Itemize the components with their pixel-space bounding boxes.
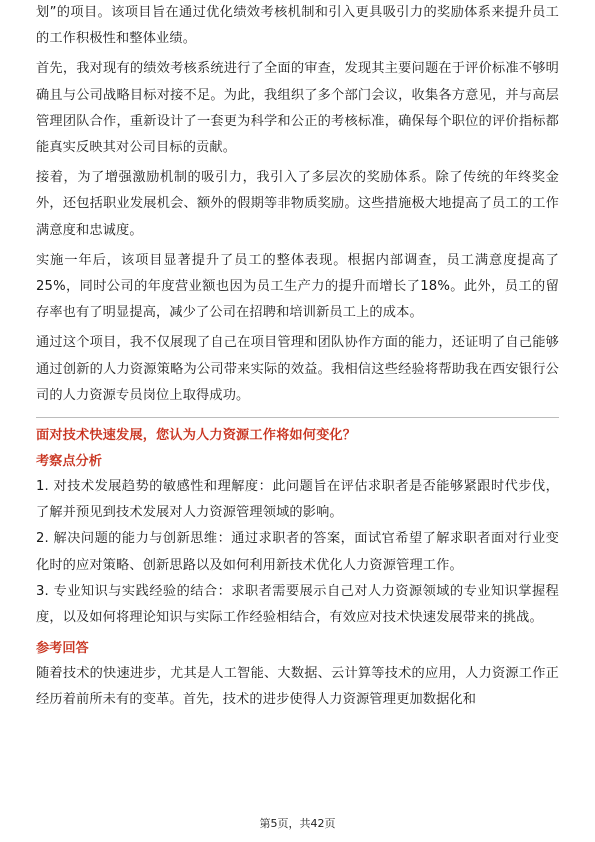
analysis-point-2: 2. 解决问题的能力与创新思维：通过求职者的答案，面试官希望了解求职者面对行业变化时的应对策略、创新思路以及如何利用新技术优化人力资源管理工作。 [36, 531, 559, 573]
section-divider [36, 417, 559, 418]
analysis-point-3: 3. 专业知识与实践经验的结合：求职者需要展示自己对人力资源领域的专业知识掌握程度，以及如何将理论知识与实际工作经验相结合，有效应对技术快速发展带来的挑战。 [36, 583, 559, 626]
page-number: 第5页，共42页 [259, 817, 336, 830]
question-title: 面对技术快速发展，您认为人力资源工作将如何变化？ [36, 428, 357, 444]
answer-text: 随着技术的快速进步，尤其是人工智能、大数据、云计算等技术的应用，人力资源工作正经历着前所未有的变革。首先，技术的进步使得人力资源管理更加数据化和 [36, 666, 559, 708]
analysis-heading: 考察点分析 [36, 454, 102, 470]
intro-paragraph-1: 划”的项目。该项目旨在通过优化绩效考核机制和引入更具吸引力的奖励体系来提升员工的工作积极性和整体业绩。 [36, 5, 559, 47]
answer-heading: 参考回答 [36, 641, 89, 657]
intro-paragraph-4: 实施一年后，该项目显著提升了员工的整体表现。根据内部调查，员工满意度提高了25%，同时公司的年度营业额也因为员工生产力的提升而增长了18%。此外，员工的留存率也有了明显提高，减少了公司在招聘和培训新员工上的成本。 [36, 252, 559, 321]
intro-paragraph-3: 接着，为了增强激励机制的吸引力，我引入了多层次的奖励体系。除了传统的年终奖金外，还包括职业发展机会、额外的假期等非物质奖励。这些措施极大地提高了员工的工作满意度和忠诚度。 [36, 170, 559, 238]
analysis-point-1: 1. 对技术发展趋势的敏感性和理解度：此问题旨在评估求职者是否能够紧跟时代步伐，了解并预见到技术发展对人力资源管理领域的影响。 [36, 479, 559, 521]
document-page [36, 0, 559, 714]
intro-section [36, 0, 559, 409]
intro-paragraph-2: 首先，我对现有的绩效考核系统进行了全面的审查，发现其主要问题在于评价标准不够明确且与公司战略目标对接不足。为此，我组织了多个部门会议，收集各方意见，并与高层管理团队合作，重新设计了一套更为科学和公正的考核标准，确保每个职位的评价指标都能真实反映其对公司目标的贡献。 [36, 61, 559, 156]
question-section [36, 424, 559, 714]
intro-paragraph-5: 通过这个项目，我不仅展现了自己在项目管理和团队协作方面的能力，还证明了自己能够通过创新的人力资源策略为公司带来实际的效益。我相信这些经验将帮助我在西安银行公司的人力资源专员岗位上取得成功。 [36, 335, 559, 403]
